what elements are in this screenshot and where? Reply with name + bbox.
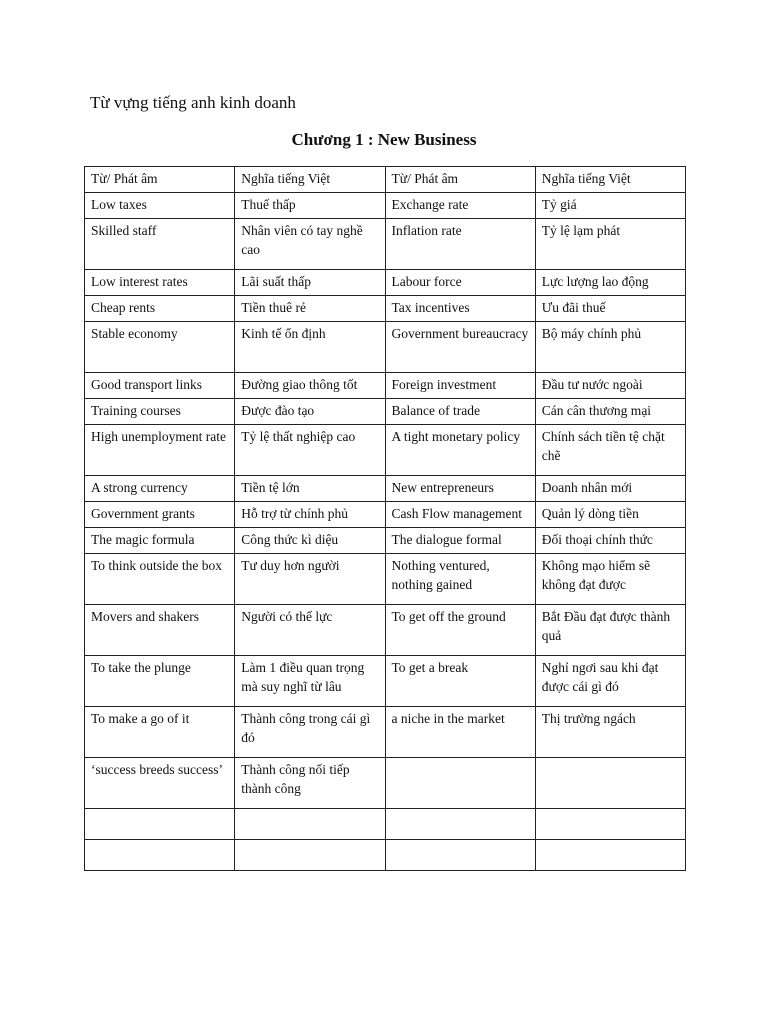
table-cell: Tỷ lệ thất nghiệp cao <box>235 425 385 476</box>
table-row <box>85 322 686 373</box>
table-cell <box>235 809 385 840</box>
table-cell: Quản lý dòng tiền <box>535 502 685 528</box>
chapter-title: Chương 1 : New Business <box>291 130 477 149</box>
table-cell: Doanh nhân mới <box>535 476 685 502</box>
table-cell: Nothing ventured, nothing gained <box>385 554 535 605</box>
table-cell: A tight monetary policy <box>385 425 535 476</box>
table-cell: To take the plunge <box>85 656 235 707</box>
vocabulary-table-body <box>85 167 686 871</box>
table-cell <box>385 758 535 809</box>
table-cell: Đối thoại chính thức <box>535 528 685 554</box>
table-cell: Người có thế lực <box>235 605 385 656</box>
table-cell <box>385 809 535 840</box>
table-row <box>85 373 686 399</box>
table-cell: a niche in the market <box>385 707 535 758</box>
table-cell: A strong currency <box>85 476 235 502</box>
table-cell: Tỷ giá <box>535 193 685 219</box>
table-cell: Bắt Đầu đạt được thành quả <box>535 605 685 656</box>
table-cell: Lãi suất thấp <box>235 270 385 296</box>
table-cell: Nghỉ ngơi sau khi đạt được cái gì đó <box>535 656 685 707</box>
table-row <box>85 296 686 322</box>
table-cell: Exchange rate <box>385 193 535 219</box>
table-row <box>85 554 686 605</box>
table-cell: New entrepreneurs <box>385 476 535 502</box>
table-row <box>85 840 686 871</box>
table-cell: Đường giao thông tốt <box>235 373 385 399</box>
table-cell: Nhân viên có tay nghề cao <box>235 219 385 270</box>
table-row <box>85 219 686 270</box>
table-cell: Government bureaucracy <box>385 322 535 373</box>
table-cell: Chính sách tiền tệ chặt chẽ <box>535 425 685 476</box>
table-cell: Kinh tế ổn định <box>235 322 385 373</box>
table-cell: Government grants <box>85 502 235 528</box>
table-cell: Cash Flow management <box>385 502 535 528</box>
table-cell: Tiền tệ lớn <box>235 476 385 502</box>
table-cell: Thành công nối tiếp thành công <box>235 758 385 809</box>
table-row <box>85 399 686 425</box>
table-row <box>85 605 686 656</box>
table-cell: The magic formula <box>85 528 235 554</box>
table-cell: Thị trường ngách <box>535 707 685 758</box>
table-cell: Tỷ lệ lạm phát <box>535 219 685 270</box>
table-cell: To think outside the box <box>85 554 235 605</box>
table-row <box>85 476 686 502</box>
table-row <box>85 656 686 707</box>
table-cell: To make a go of it <box>85 707 235 758</box>
table-row <box>85 758 686 809</box>
table-cell: High unemployment rate <box>85 425 235 476</box>
table-cell: Công thức kì diệu <box>235 528 385 554</box>
table-cell: Low interest rates <box>85 270 235 296</box>
table-cell <box>535 809 685 840</box>
table-cell: Hỗ trợ từ chính phủ <box>235 502 385 528</box>
table-cell: Inflation rate <box>385 219 535 270</box>
header-cell-term-1: Từ/ Phát âm <box>85 167 235 193</box>
table-cell: The dialogue formal <box>385 528 535 554</box>
table-cell <box>535 758 685 809</box>
table-cell: Movers and shakers <box>85 605 235 656</box>
table-cell: Tax incentives <box>385 296 535 322</box>
table-row <box>85 707 686 758</box>
table-cell <box>235 840 385 871</box>
table-cell: Tư duy hơn người <box>235 554 385 605</box>
table-row <box>85 528 686 554</box>
table-cell: Good transport links <box>85 373 235 399</box>
table-cell <box>535 840 685 871</box>
vocabulary-table <box>84 166 686 871</box>
table-cell: Tiền thuê rẻ <box>235 296 385 322</box>
table-cell: ‘success breeds success’ <box>85 758 235 809</box>
table-row <box>85 270 686 296</box>
table-row <box>85 809 686 840</box>
table-cell <box>85 809 235 840</box>
table-cell: To get a break <box>385 656 535 707</box>
header-cell-meaning-2: Nghĩa tiếng Việt <box>535 167 685 193</box>
table-cell: Làm 1 điều quan trọng mà suy nghĩ từ lâu <box>235 656 385 707</box>
table-cell: Balance of trade <box>385 399 535 425</box>
table-cell: Thành công trong cái gì đó <box>235 707 385 758</box>
table-cell: Đầu tư nước ngoài <box>535 373 685 399</box>
table-cell: Cheap rents <box>85 296 235 322</box>
header-cell-meaning-1: Nghĩa tiếng Việt <box>235 167 385 193</box>
table-header-row <box>85 167 686 193</box>
table-cell: Training courses <box>85 399 235 425</box>
table-cell: Bộ máy chính phủ <box>535 322 685 373</box>
table-cell: Lực lượng lao động <box>535 270 685 296</box>
table-cell: Ưu đãi thuế <box>535 296 685 322</box>
table-cell: Cán cân thương mại <box>535 399 685 425</box>
table-cell <box>85 840 235 871</box>
table-row <box>85 193 686 219</box>
table-cell: Được đào tạo <box>235 399 385 425</box>
table-cell <box>385 840 535 871</box>
table-cell: Low taxes <box>85 193 235 219</box>
document-heading: Từ vựng tiếng anh kinh doanh <box>90 93 296 112</box>
table-cell: To get off the ground <box>385 605 535 656</box>
table-cell: Foreign investment <box>385 373 535 399</box>
header-cell-term-2: Từ/ Phát âm <box>385 167 535 193</box>
table-cell: Không mạo hiểm sẽ không đạt được <box>535 554 685 605</box>
table-cell: Thuế thấp <box>235 193 385 219</box>
table-row <box>85 425 686 476</box>
table-row <box>85 502 686 528</box>
table-cell: Skilled staff <box>85 219 235 270</box>
table-cell: Stable economy <box>85 322 235 373</box>
table-cell: Labour force <box>385 270 535 296</box>
